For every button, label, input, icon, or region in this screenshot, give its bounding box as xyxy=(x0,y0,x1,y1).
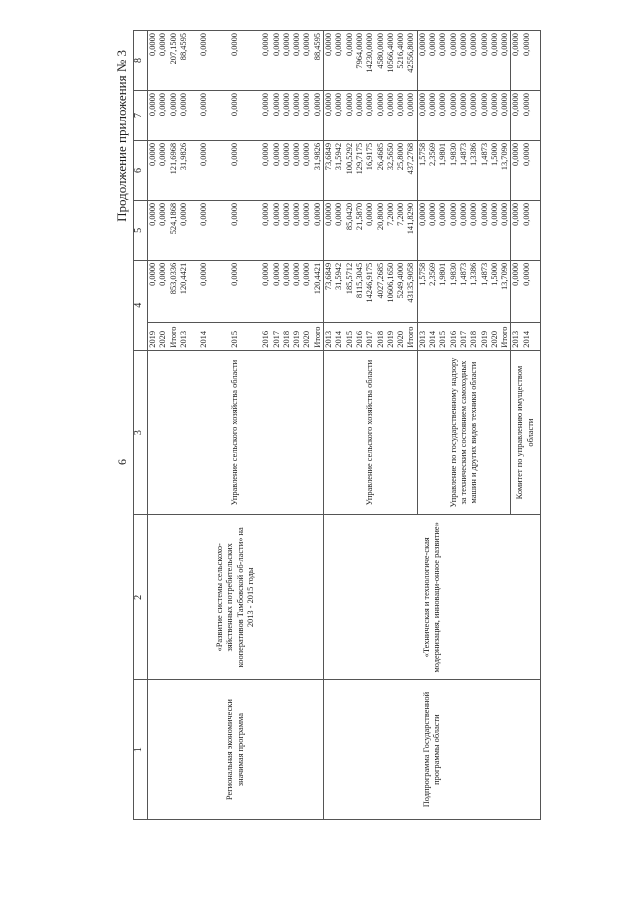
table-row xyxy=(324,31,418,820)
executor: Управление сельского хозяйства области xyxy=(324,350,418,515)
table-row xyxy=(148,31,324,820)
header-row xyxy=(134,31,148,820)
header-col-2: 2 xyxy=(134,515,148,680)
values-col-7: 0,0000 0,0000 xyxy=(511,91,541,141)
values-col-4: 1,5758 2,3569 1,9801 1,9830 1,4873 1,3386 1,4873 1,5000 13,7090 xyxy=(417,260,511,322)
appendix-caption: Продолжение приложения № 3 xyxy=(114,50,129,222)
program-title: «Развитие системы сельскохо-зяйственных потребительских кооперативов Тамбовской об-ласти» на 2013 - 2015 годы xyxy=(148,515,324,680)
header-col-3: 3 xyxy=(134,350,148,515)
values-col-4: 73,6849 31,5942 185,5712 8115,3045 14246,9175 4027,2685 10606,1650 5249,4000 43135,9058 xyxy=(324,260,418,322)
values-col-6: 1,5758 2,3569 1,9801 1,9830 1,4873 1,3386 1,4873 1,5000 13,7090 xyxy=(417,140,511,200)
program-title: «Техническая и технологиче-ская модернизация, инноваци-онное развитие» xyxy=(324,515,541,680)
header-col-1: 1 xyxy=(134,680,148,820)
header-col-8: 8 xyxy=(134,31,148,91)
values-col-5: 0,0000 0,0000 0,0000 0,0000 0,0000 0,0000 0,0000 0,0000 0,0000 xyxy=(417,200,511,260)
values-col-4: 0,0000 0,0000 853,0336 120,4421 0,0000 0,0000 0,0000 0,0000 0,0000 0,0000 0,0000 120,4421 xyxy=(148,260,324,322)
values-col-6: 73,6849 31,5942 100,5292 129,7175 16,9175 26,4685 32,5650 25,8000 437,2768 xyxy=(324,140,418,200)
values-col-5: 0,0000 0,0000 524,1868 0,0000 0,0000 0,0000 0,0000 0,0000 0,0000 0,0000 0,0000 0,0000 xyxy=(148,200,324,260)
values-col-8: 0,0000 0,0000 xyxy=(511,31,541,91)
executor: Управление сельского хозяйства области xyxy=(148,350,324,515)
values-col-6: 0,0000 0,0000 xyxy=(511,140,541,200)
executor: Комитет по управлению имуществом области xyxy=(511,350,541,515)
header-col-4: 4 xyxy=(134,260,148,350)
program-type: Региональная экономически значимая программа xyxy=(148,680,324,820)
year-list: 2013 2014 xyxy=(511,322,541,350)
executor: Управление по государственному надзору за техническим состоянием самоходных машин и других видов техники области xyxy=(417,350,511,515)
page-number: 6 xyxy=(115,459,129,465)
values-col-8: 0,0000 0,0000 207,1500 88,4595 0,0000 0,0000 0,0000 0,0000 0,0000 0,0000 0,0000 88,4595 xyxy=(148,31,324,91)
header-col-6: 6 xyxy=(134,140,148,200)
values-col-4: 0,0000 0,0000 xyxy=(511,260,541,322)
budget-table xyxy=(133,30,541,820)
values-col-8: 0,0000 0,0000 0,0000 7964,0000 14230,0000 4580,0000 10566,4000 5216,4000 42556,8000 xyxy=(324,31,418,91)
values-col-8: 0,0000 0,0000 0,0000 0,0000 0,0000 0,0000 0,0000 0,0000 0,0000 xyxy=(417,31,511,91)
values-col-7: 0,0000 0,0000 0,0000 0,0000 0,0000 0,0000 0,0000 0,0000 0,0000 xyxy=(417,91,511,141)
header-col-5: 5 xyxy=(134,200,148,260)
year-list: 2013 2014 2015 2016 2017 2018 2019 2020 Итого xyxy=(324,322,418,350)
values-col-5: 0,0000 0,0000 85,0420 21,5870 0,0000 20,8000 7,2000 7,2000 141,8290 xyxy=(324,200,418,260)
values-col-6: 0,0000 0,0000 121,6968 31,9826 0,0000 0,0000 0,0000 0,0000 0,0000 0,0000 0,0000 31,9826 xyxy=(148,140,324,200)
year-list: 2013 2014 2015 2016 2017 2018 2019 2020 Итого xyxy=(417,322,511,350)
header-col-7: 7 xyxy=(134,91,148,141)
values-col-7: 0,0000 0,0000 0,0000 0,0000 0,0000 0,0000 0,0000 0,0000 0,0000 0,0000 0,0000 0,0000 xyxy=(148,91,324,141)
program-type: Подпрограмма Государственной программы области xyxy=(324,680,541,820)
year-list: 2019 2020 Итого 2013 2014 2015 2016 2017 2018 2019 2020 Итого xyxy=(148,322,324,350)
values-col-5: 0,0000 0,0000 xyxy=(511,200,541,260)
rotated-page xyxy=(115,30,535,820)
values-col-7: 0,0000 0,0000 0,0000 0,0000 0,0000 0,0000 0,0000 0,0000 0,0000 xyxy=(324,91,418,141)
